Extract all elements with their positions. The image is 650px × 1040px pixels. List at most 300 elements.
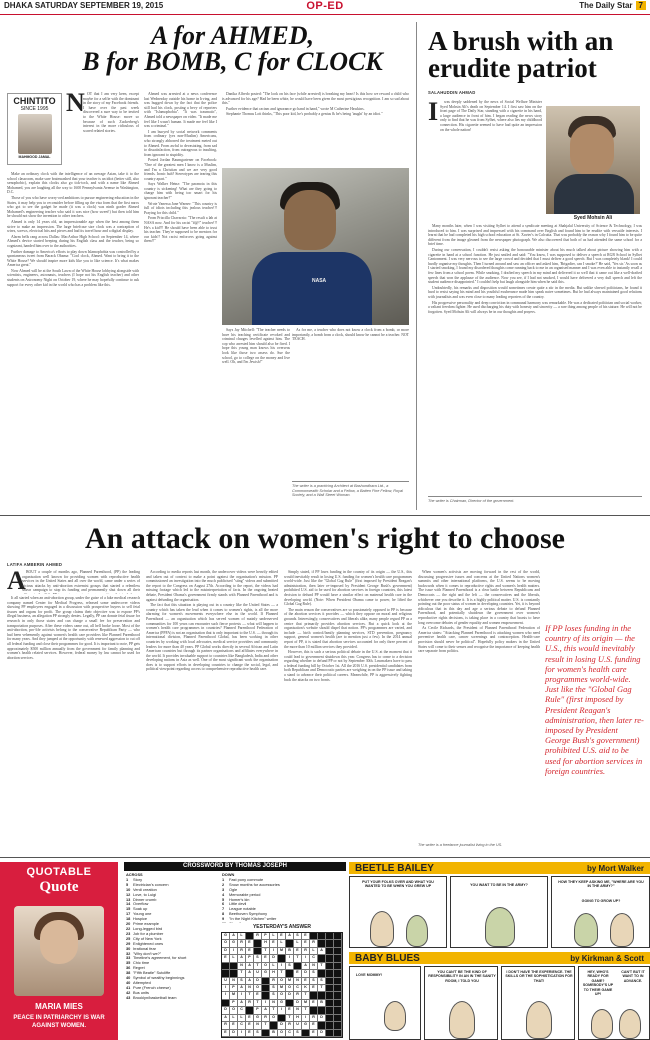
sayed-photo [546,106,640,214]
story1-col1: Make an ordinary clock with the intelligence of an average Asian, take it to the school classroom, make sure brainwashed that your teacher is an idiot (better still, also xenophobic), explain this clocks also go tick-tock, and with a name like Ahmed Mohamed, you are laughing all the way to 1600 Pennsylvania Avenue in Washington, D.C. Those of you who have worry-oed ambitions to pursue engineering education in the States, it may help you to reconsider before filling up the visa form that the first narcs who got to see the gadget he made (it was a clock) was ninth grader Ahmed Mohamed's engineering teacher who said it was nice (how sweet!) but then told him he should not show the invention to other teachers. Ahmed is only 14 years old, an impressionable age when the best among them strive to make an impression. The large briefcase size clock was a contraption of wires, screws, electrical bits and pieces and had its travel hour and a digital display. Alarm bells rang across Dallas: MacArthur High School: on September 14, where Ahmed's device started beeping during his English class and the teacher, being so cognizant, handed him over to the authorities. Further damage to America's efforts to play down Islamophobia was controlled by a spontaneous tweet from Barack Obama: "Cool clock, Ahmed. Want to bring it to the White House? We should inspire more kids like you to like science. It's what makes America great." Now Ahmed will be at the South Lawn of the White House lobbying alongside with scientists, engineers, astronauts, teachers (I hope not his English teacher) and other students on Astronomy Night on October 19, where he may hopefully continue to ask support for every other kid in the world who has a problem like this. [7,172,139,287]
comic-panel-2: YOU CAN'T BE THE KIND OF RESPONSIBILITY IN AN IN THE SANITY ROOM, I TOLD YOU [424,966,498,1040]
story2-byline: SALAHUDDIN AHMAD [428,90,476,95]
clue-item: 25 City of New York [126,935,162,941]
clue-item: 14 Overflow [126,901,149,907]
comic-title: BEETLE BAILEY [355,863,434,874]
clue-item: 7 League notable [222,906,256,912]
pull-quote: If PP loses funding in the country of its origin — the U.S., this would inevitably result in losing U.S. funding for women's health care programmes world-wide. Just like the "Global Gag Rule" (first imposed by President Reagan's administration, then later re-imposed by President George Bush's government) prohibited U.S. aid to be used for abortion services in foreign countries. [545,623,644,776]
sayed-photo-caption: Syed Mohsin Ali [573,215,613,221]
clue-item: 42 Bus units [126,989,150,995]
caption-rule [428,496,642,497]
grid-cell [326,933,334,940]
grid-cell: D [318,1015,326,1022]
story1-dropcap: N [66,88,85,117]
story3-col4: When women's activists are moving forward in the rest of the world, discussing progressive issues and concerns at the United Nations women's summits and other international platforms, the U.S. seems to be moving backwards when it comes to reproductive rights and women's health matters. The issue with Planned Parenthood is a clear battle between Republicans and Democrats — the right and the left — the conservatives and the liberals, whichever one you describe it. It is a highly political matter. U.S. is constantly pointing out the poor status of women in developing countries. Yet, it is beyond ridiculous that in this day and age a serious debate to defund Planned Parenthood, and potentially shutdown the government over women's reproductive rights decisions, is taking place in a country that boasts to have long overcome debates of gender equality and women empowerment. As Cecile Richards, the President of Planned Parenthood Federation of America states: "Attacking Planned Parenthood is attacking women who need preventive health care, cancer screenings and contraception. Health-care provision should never be political". Hopefully policy makers in the United States will come to their senses and recognise the importance of keeping health care separate from politics. [418,570,540,654]
grid-cell [230,970,238,977]
grid-cell: E [230,1022,238,1029]
story2-col-top: was deeply saddened by the news of Social Welfare Minister Syed Mohsin Ali's death on September 14. I first saw him on the front page of The Daily Star, standing with a cigarette in his hand, a large audience in front of him. I began reading the news story only to find that he was from Sylhet, where also lies my childhood connection. His cigarette seemed to have had quite an impression on the whole nation! [440,100,542,132]
grid-cell [334,955,342,962]
grid-cell [334,985,342,992]
grid-cell [318,970,326,977]
grid-cell: N [246,985,254,992]
grid-cell: O [278,1030,286,1037]
clue-item: 35 Chic time [126,960,150,966]
masthead-rule [0,14,650,15]
quotable-title: QUOTABLE [26,866,92,878]
grid-cell: H [294,1015,302,1022]
grid-cell: B [270,1030,278,1037]
grid-cell: E [222,1030,230,1037]
grid-cell: D [302,970,310,977]
grid-cell [310,1007,318,1014]
grid-cell [278,955,286,962]
paper-name: The Daily Star 7 [579,1,646,10]
grid-cell: I [302,955,310,962]
clue-item: 30 Irrational fear [126,945,156,951]
grid-cell: E [278,933,286,940]
grid-cell: A [246,963,254,970]
grid-cell [222,970,230,977]
grid-cell: N [294,1007,302,1014]
grid-cell: S [310,970,318,977]
grid-cell: L [270,963,278,970]
grid-cell: E [310,1000,318,1007]
grid-cell [334,940,342,947]
grid-cell: T [238,970,246,977]
grid-cell: A [238,985,246,992]
grid-cell: D [278,1022,286,1029]
clue-item: 8 Beethoven Symphony [222,911,268,917]
across-clues: ACROSS 1 Story 5 Electrician's concern 10 Verdi creation 12 Love, to Luigi 13 Dinner crumb 14 Overflow 15 Soak up 17 Young one 18 Hospice 20 Prime example 22 Long-legged bird 23 Job for a plumber 25 City of New York 29 Enlightened ones 30 Irrational fear 32 "Why don't we?" 33 Timeline's agreement, for short 35 Chic time 36 Regret 38 "Fifth Beatle" Sutcliffe 40 Symbol of wealthy beginnings 40 Attempted 41 Pure (French cheese) 42 Bus units 43 Brooklyn/basketball team [126,873,218,1039]
clue-item: 4 Memorable period [222,891,261,897]
grid-cell: S [310,978,318,985]
grid-cell: N [238,963,246,970]
clue-item: 15 Soak up [126,906,148,912]
column-divider [416,22,417,510]
clue-item: 17 Young one [126,911,152,917]
grid-cell: B [286,948,294,955]
grid-cell: D [254,978,262,985]
grid-cell: O [254,985,262,992]
grid-cell [294,963,302,970]
grid-cell: G [302,1022,310,1029]
grid-cell: A [246,978,254,985]
grid-cell: E [302,978,310,985]
grid-cell: A [318,948,326,955]
baby-blues-strip [349,952,650,1040]
crossword-title: CROSSWORD BY THOMAS JOSEPH [124,862,346,871]
grid-cell: G [278,1000,286,1007]
grid-cell: E [246,1022,254,1029]
comic-author: by Kirkman & Scott [570,954,644,963]
section-title: OP-ED [306,0,344,12]
grid-cell: T [302,1007,310,1014]
grid-cell: L [278,940,286,947]
grid-cell: D [230,1030,238,1037]
comic-panel-2: YOU WANT TO BE IN THE ARMY? [450,876,548,948]
clue-item: 33 Timeline's agreement, for short [126,955,187,961]
section-rule [0,857,650,858]
grid-cell [334,948,342,955]
grid-cell: A [230,933,238,940]
grid-cell [262,978,270,985]
clue-item: 40 Attempted [126,979,151,985]
grid-cell [334,1030,342,1037]
grid-cell: R [302,948,310,955]
grid-cell [286,940,294,947]
grid-cell: G [262,970,270,977]
clue-item: 40 Symbol of wealthy beginnings [126,975,185,981]
grid-cell: E [302,940,310,947]
grid-cell: H [262,940,270,947]
grid-cell [278,1015,286,1022]
story3-dropcap: A [7,566,26,595]
grid-cell [318,940,326,947]
clue-item: 29 Enlightened ones [126,940,164,946]
grid-cell: L [238,933,246,940]
grid-cell: I [262,1000,270,1007]
grid-cell: E [270,940,278,947]
grid-cell [222,963,230,970]
grid-cell [318,992,326,999]
grid-cell: I [230,948,238,955]
grid-cell: E [254,992,262,999]
quote-text: PEACE IN PATRIARCHY IS WAR AGAINST WOMEN. [13,1015,105,1029]
grid-cell [334,970,342,977]
clue-item: 32 "Why don't we?" [126,950,162,956]
grid-cell: A [222,1015,230,1022]
grid-cell: S [238,978,246,985]
grid-cell: R [222,1022,230,1029]
grid-cell: N [230,978,238,985]
grid-cell: R [254,933,262,940]
dateline: DHAKA SATURDAY SEPTEMBER 19, 2015 [4,1,164,10]
grid-cell [334,978,342,985]
grid-cell: I [286,955,294,962]
comic-panel-3: I DON'T HAVE THE EXPERIENCE. THE SKILLS OR THE SOPHISTICATION FOR THAT! [501,966,575,1040]
grid-cell: O [278,978,286,985]
grid-cell: S [254,955,262,962]
comic-panel-3: HOW THEY KEEP ASKING ME, "WHERE ARE YOU IN THE ARMY?" GOING TO GROW UP? [551,876,650,948]
clue-item: 5 Electrician's concern [126,881,169,887]
masthead [0,0,650,13]
clue-item: 38 "Fifth Beatle" Sutcliffe [126,970,171,976]
grid-cell: S [254,1030,262,1037]
story1-col3: Says Jay Mitchell: "The teacher needs to have his teaching certificate revoked and criminal charges levelled against him. The cop who arrested him should also be fired. I hope this young man knows his overseas look like those two assess do. Sue the school, go to college on the money and live well. Oh, and I'm Jewish!" [222,328,290,365]
clue-item: 5 Homer's kin [222,896,250,902]
grid-cell: E [262,955,270,962]
grid-cell: L [230,1015,238,1022]
grid-cell [334,992,342,999]
grid-cell: E [310,985,318,992]
grid-cell: H [270,970,278,977]
grid-cell: T [246,992,254,999]
grid-cell: S [294,1030,302,1037]
grid-cell: D [318,1030,326,1037]
grid-cell: T [262,1022,270,1029]
grid-cell [310,933,318,940]
grid-cell: M [286,978,294,985]
grid-cell: C [238,1022,246,1029]
clue-item: 22 Long-legged bird [126,925,163,931]
clue-item: 1 Story [126,876,143,882]
story3-headline[interactable]: An attack on women's right to choose [85,522,565,555]
grid-cell: G [222,933,230,940]
grid-cell: E [286,1007,294,1014]
comic-title: BABY BLUES [355,953,420,964]
down-clues: DOWN 1 Fast pony commute 2 Snow months for accessories 3 Ogle 4 Memorable period 5 Homer's kin 6 Little devil 7 League notable 8 Beethoven Symphony 9 "In the Night Kitchen" writer [222,873,342,923]
clue-item: 43 Brooklyn/basketball team [126,994,177,1000]
grid-cell: P [230,1000,238,1007]
grid-cell: U [254,970,262,977]
grid-cell: I [238,1030,246,1037]
grid-cell: S [294,933,302,940]
grid-cell [286,1000,294,1007]
grid-cell: N [254,1022,262,1029]
crossword-answer-grid [221,932,343,1038]
grid-cell: T [318,985,326,992]
grid-cell: D [270,955,278,962]
grid-cell [286,970,294,977]
story3-lead: BOUT a couple of months ago, Planned Parenthood, (PP) the leading organisation well known for providing women with reproductive health services in the United States and all over the world, came under a series of vicious attacks by anti-abortion extremist groups that started a relentless smear campaign to stop its funding and permanently shut down all their [22,570,140,593]
grid-cell: T [254,963,262,970]
quote-author: MARIA MIES [35,1002,83,1011]
chintito-badge: CHINTITO SINCE 1995 MAHMOOD JAMAL [7,93,62,165]
grid-cell: T [318,963,326,970]
grid-cell: L [238,1015,246,1022]
grid-cell: U [294,1022,302,1029]
comic-author: by Mort Walker [586,864,644,873]
grid-cell [230,963,238,970]
clue-item: 1 Fast pony commute [222,876,264,882]
grid-cell: T [286,1015,294,1022]
grid-cell: P [254,1007,262,1014]
story3-col2: According to media reports last month, the undercover videos were heavily edited and taken out of context to make a point against the organisation's mission. PP commissioned an investigation into the much publicised "sting" videos and submitted the report to the Congress on August 27th. According to the report, the videos had missing footage which led to the misinterpretation of facts. In the ongoing heated debate, President Obama's government firmly stands with Planned Parenthood and is against defunding the organisation. The fact that this situation is playing out in a country like the United States — a country which has taken the lead when it comes to women's rights, is all the more alarming for women's movements everywhere else in the world. If Planned Parenthood — an organisation which has served women of mainly underserved communities for 100 years can encounter such fierce protests — what will happen to women's health care programmes in countries? Planned Parenthood Federation of America (PPFA) is not an organisation that is only important to the U.S. — through its international division, Planned Parenthood Global, has been working in other countries by working with local advocates, medical service providers and community leaders for more than 40 years. PP Global works directly in several African and Latin American countries but through its partner organisations and affiliates everywhere in the world. It provides invaluable support to countries like Bangladesh, India and other developing nations in Asia as well. One of the most significant work the organisation does is to support efforts in developing countries to change the social, legal, and political viewpoint regarding access to comprehensive reproductive health care. [146,570,278,672]
grid-cell: N [270,1000,278,1007]
grid-cell [326,978,334,985]
grid-cell: O [278,992,286,999]
grid-cell: I [270,948,278,955]
grid-cell: A [286,933,294,940]
grid-cell [302,1030,310,1037]
story2-headline[interactable]: A brush with an erudite patriot [428,26,614,83]
clue-item: 41 Pure (French cheese) [126,984,171,990]
grid-cell: B [318,1000,326,1007]
grid-cell: R [270,978,278,985]
grid-cell: M [278,948,286,955]
grid-cell: I [222,985,230,992]
clue-item: 9 "In the Night Kitchen" writer [222,916,277,922]
grid-cell: N [294,978,302,985]
grid-cell [254,948,262,955]
grid-cell [326,992,334,999]
grid-cell: M [230,992,238,999]
grid-cell [318,1022,326,1029]
grid-cell: K [302,985,310,992]
grid-cell: S [270,992,278,999]
grid-cell: E [294,970,302,977]
clue-item: 20 Prime example [126,921,159,927]
grid-cell: P [262,933,270,940]
grid-cell [326,955,334,962]
grid-cell: G [230,940,238,947]
beetle-bailey-strip [349,862,650,949]
grid-cell [334,1007,342,1014]
grid-cell: O [222,940,230,947]
grid-cell: S [286,963,294,970]
grid-cell: M [278,985,286,992]
grid-cell: A [238,1000,246,1007]
grid-cell: C [310,955,318,962]
grid-cell: I [222,992,230,999]
grid-cell [270,1022,278,1029]
quotable-subtitle: Quote [39,879,79,895]
grid-cell: R [310,940,318,947]
grid-cell [262,992,270,999]
grid-cell: A [302,963,310,970]
story3-byline: LATIFA AMBERIN AHMED [7,562,63,567]
grid-cell [326,963,334,970]
grid-cell: E [310,1022,318,1029]
grid-cell: I [278,1007,286,1014]
grid-cell [318,955,326,962]
grid-cell [326,1007,334,1014]
yesterday-answer-label: YESTERDAY'S ANSWER [252,924,312,930]
grid-cell: N [310,963,318,970]
clue-item: 3 Ogle [222,886,238,892]
grid-cell: R [246,1000,254,1007]
story3-col1: It all started when an anti-abortion group, under the guise of a fake medical research company named Center for Medical Progress, released some undercover videos showing PP employees engaged in a discussion with prospective buyers to sell fetal tissues and organs for profit. The group claims their objective was to expose PP's illegal business, an allegation PP strongly denies. Legally, PP can donate fetal tissue for research in only those states and can charge a small fee for preservation and transportation purposes. After these videos came out, all hell broke loose. Most of the anti-abortion, pro-life activists belong to the conservative Republican Party — who had been vehemently against women's health care providers like Planned Parenthood for many years. And they jumped at the opportunity with renewed aggression to cut off all federal funding and close their programmes for good. It is important to note, PP gets approximately $500 million annually from the government for family planning and women's health related services. However, federal money by law cannot be used for abortion services. [7,596,140,660]
grid-cell: D [286,992,294,999]
grid-cell [334,1022,342,1029]
grid-cell: R [310,1015,318,1022]
grid-cell [326,1015,334,1022]
grid-cell: R [286,1022,294,1029]
grid-cell: T [270,1007,278,1014]
grid-cell: T [278,970,286,977]
grid-cell: L [270,933,278,940]
grid-cell: M [302,1000,310,1007]
story2-caption: The writer is Chairman, Director of the government. [428,499,515,503]
grid-cell [326,1030,334,1037]
clue-item: 23 Job for a plumber [126,930,164,936]
grid-cell: T [302,992,310,999]
grid-cell: E [294,948,302,955]
grid-cell [326,948,334,955]
story1-headline[interactable]: A for AHMED, B for BOMB, C for CLOCK [82,21,383,76]
grid-cell [262,985,270,992]
grid-cell: I [302,1015,310,1022]
caption-rule [292,481,409,482]
grid-cell: E [222,955,230,962]
clue-item [222,922,342,923]
grid-cell: R [238,940,246,947]
grid-cell: E [302,933,310,940]
grid-cell [334,1000,342,1007]
grid-cell [318,1007,326,1014]
clue-item: 2 Snow months for accessories [222,881,280,887]
grid-cell: P [246,955,254,962]
grid-cell: D [294,1000,302,1007]
story1-col2: Ahmed was arrested at a news conference last Wednesday outside his home in Irving, and was hugged down by the fact that the police still had his clock, posting a bevy of reporters with "Islamophobia". "It was traumatic", Ahmed told a newspaper on video. "It made me feel like I wasn't human. It made me feel like I was a criminal." I am buoyed by social network comments from ordinary (yes non-Muslim) Americans, who strongly abhorred the treatment meted out to Ahmed. From awful to devastating, from sad to dissatisfaction, from outrageous to insulting, from ignorant to stupidity. Posted Jordan Baumgartener on Facebook: "One of the greatest men I know is a Muslim, and I'm a Christian and we are very good friends. Ironic huh? Stereotypes are tearing this country apart." Says Walker Heinz: "The paranoia in this country is sickening! What are they going to charge him with being too smart for his ignorant teacher?" Wrote Vanessa Jane Warner: "This country is full of idiots including this jealous teacher!!! Praying for this child." From Priscilla Chavarria: "The result a lab at NASA now. And for his racist "#@!" teacher!!! He's a kid!!! He should have been able to trust his teacher. They're supposed to be mentors for our kids!! Not racist enforcers going against them!!" [144,92,217,244]
grid-cell: T [294,955,302,962]
grid-cell [318,933,326,940]
grid-cell [246,1007,254,1014]
grid-cell: R [238,948,246,955]
comic-panel-4: HEY, WHO'S READY FOR GAME? SOMEBODY'S UP TO THEIR GAME UP! CAN'T BUT IT WANT TO IN ADVANCE. [578,966,650,1040]
clue-item: 12 Love, to Luigi [126,891,157,897]
grid-cell: C [238,1007,246,1014]
grid-cell: R [294,992,302,999]
story3-caption: The writer is a freelance journalist living in the US. [418,843,503,847]
grid-cell: D [222,948,230,955]
grid-cell: L [294,940,302,947]
grid-cell: O [262,963,270,970]
grid-cell: E [246,948,254,955]
grid-cell [326,985,334,992]
clue-item: 10 Verdi creation [126,886,157,892]
grid-cell: O [286,985,294,992]
grid-cell [222,1000,230,1007]
grid-cell: S [270,985,278,992]
clue-item: 13 Dinner crumb [126,896,157,902]
grid-cell [262,1030,270,1037]
quotable-box [0,862,118,1040]
grid-cell: L [230,955,238,962]
grid-cell [326,1022,334,1029]
grid-cell [326,970,334,977]
grid-cell: A [262,1007,270,1014]
grid-cell: T [254,1000,262,1007]
grid-cell: E [246,1015,254,1022]
story2-dropcap: I [428,97,439,126]
story1-caption: The writer is a practicing Architect at Bashundhara Ltd., a Commonwealth Scholar and a Fellow, a Batten Fine Fellow, Royal Society, and a Wall Street Woman. [292,484,404,498]
story1-col3-top: Danika Alfredo posted: "The look on his face (while arrested) is breaking my heart! Is this how we reward a child who is advanced for his age? Had he been white, he would have been given the most prestigious recognition. I am so sad about this." Further evidence that racism and ignorance go hand in hand," wrote M Catherine Hawkins. Stephanie Thomas Lott thinks, "This poor kid, he's probably a genius & he's being 'taught' by an idiot." [222,92,409,117]
grid-cell: O [270,1015,278,1022]
author-photo [18,114,52,154]
grid-cell [310,992,318,999]
grid-cell [254,940,262,947]
section-rule [0,515,650,516]
story3-col3: Simply stated, if PP loses funding in the country of its origin — the U.S., this would inevitably result in losing U.S. funding for women's health care programmes world-wide. Just like the "Global Gag Rule" (first imposed by President Reagan's administration, then later re-imposed by President George Bush's government) prohibited U.S. aid to be used for abortion services in foreign countries, this latest decision to defund PP would have a similar effect on maternal health care in the developing world. (Note: When President Obama came to power, he lifted the Global Gag Rule). The main reason the conservatives are so passionately opposed to PP is because of the abortion services it provides — which they oppose on moral and religious grounds. Interestingly, conservatives and liberals alike, many people regard PP as a centre that primarily provides abortion services. But a quick look at the organisation's website should dispel that notion. PP's programmes are varied, and include — birth control/family planning services, STD prevention, pregnancy support, general women's health (are to mention just a few). In the 2014 annual report of PP, it is stated that abortion services accounted for only three percent of the more than 10 million services they provided. However, this is such a serious political debate in the U.S. at the moment that it could lead to government shutdown this year. Congress has to come to a decision regarding whether to defund PP or not by September 30th. Lawmakers have to pass a federal funding bill by October 1st. All the 2016 U.S. presidential candidates from both Republican and Democratic parties are weighing in on the PP issue and taking a stand to advance their political careers. Meanwhile, PP is aggressively fighting back the attacks on two fronts. [284,570,412,682]
grid-cell [334,1015,342,1022]
grid-cell: E [246,1030,254,1037]
ahmed-photo: NASA [222,168,409,325]
story2-body: Many months later, when I was visiting Sylhet to attend a syndicate meeting at Shahjalal University of Science & Technology, I was introduced to him. I was surprised and impressed with his command over English and found him to be erudite with versatile interests. I learnt that he had completed his high school education at St. Xavier's in Calcutta. That was probably the reason why I found him to be quite different from the image gleaned from the newspaper photograph. We also discovered that both of us had attended the same school for a brief time. During our conversation, I couldn't resist asking the honourable minister about his much talked about picture showing him with a cigarette in hand at a school function. He just smiled and said: "You know, I was supposed to deliver a speech at RGB School in Sylhet Cantonment. I was very nervous to see the large crowd and decided that I must deliver a good speech. But I was completely blank! I could hardly organise my thoughts. Then I turned around and saw an officer and asked him, 'Brigadier, can I smoke?' He said, 'Yes sir.' As soon as I started smoking, I found my disordered thoughts come running back to me in an organised manner and I was even able to instantly recall a few lines from a school poem. While smoking, I drafted my speech in my mind and delivered it so well that it came out like a well-drafted speech that won the applause of the audience. Now you see, if I had not smoked, I would have delivered a very dull speech and left the student audience disappointed." I couldn't help but laugh alongside him when he said this. Undoubtedly, his remarks and disposition would sometimes create quite a stir in the media. But unlike shrewd politicians, he found it hard to resist saying his mind and his youthful exuberance made him speak naive sometimes. But he had always maintained good relations with journalists and was even close to many leading reporters of the country. His progressive personality and deep conviction in communal harmony was remarkable. He was a dedicated politician and social worker, a valiant freedom fighter. He used discharging his duty with honesty and sincerity — a rare thing among people of his stature. He will not be forgotten. Syed Mohsin Ali will always be in our thoughts and prayers. [428,224,642,314]
clue-item: 36 Regret [126,965,145,971]
grid-cell [326,1000,334,1007]
page-number: 7 [636,1,646,10]
grid-cell [246,933,254,940]
grid-cell: A [246,970,254,977]
grid-cell: L [310,948,318,955]
grid-cell: E [310,1030,318,1037]
clue-item: 18 Hospice [126,916,148,922]
grid-cell: C [286,1030,294,1037]
story1-col1-top: OT that I am very keen, except maybe for a selfie with the dominant in the story of my Facebook friends. I have over the past week discovered a sure way to be invited to the White House: move so because of such Zuckerberg's interest in the more ridiculous of scared related stories. [83,92,139,133]
comic-panel-1: PUT YOUR FOLKS OVER AND WHAT YOU WANTED TO BE WHEN YOU GREW UP [349,876,447,948]
grid-cell [334,933,342,940]
grid-cell: P [230,985,238,992]
maria-mies-photo [14,906,104,996]
grid-cell: D [222,1007,230,1014]
comic-panel-1: LOVE MOMMY! [349,966,421,1040]
grid-cell: I [278,963,286,970]
grid-cell: U [222,978,230,985]
grid-cell [326,940,334,947]
grid-cell: G [254,1015,262,1022]
grid-cell: T [262,948,270,955]
